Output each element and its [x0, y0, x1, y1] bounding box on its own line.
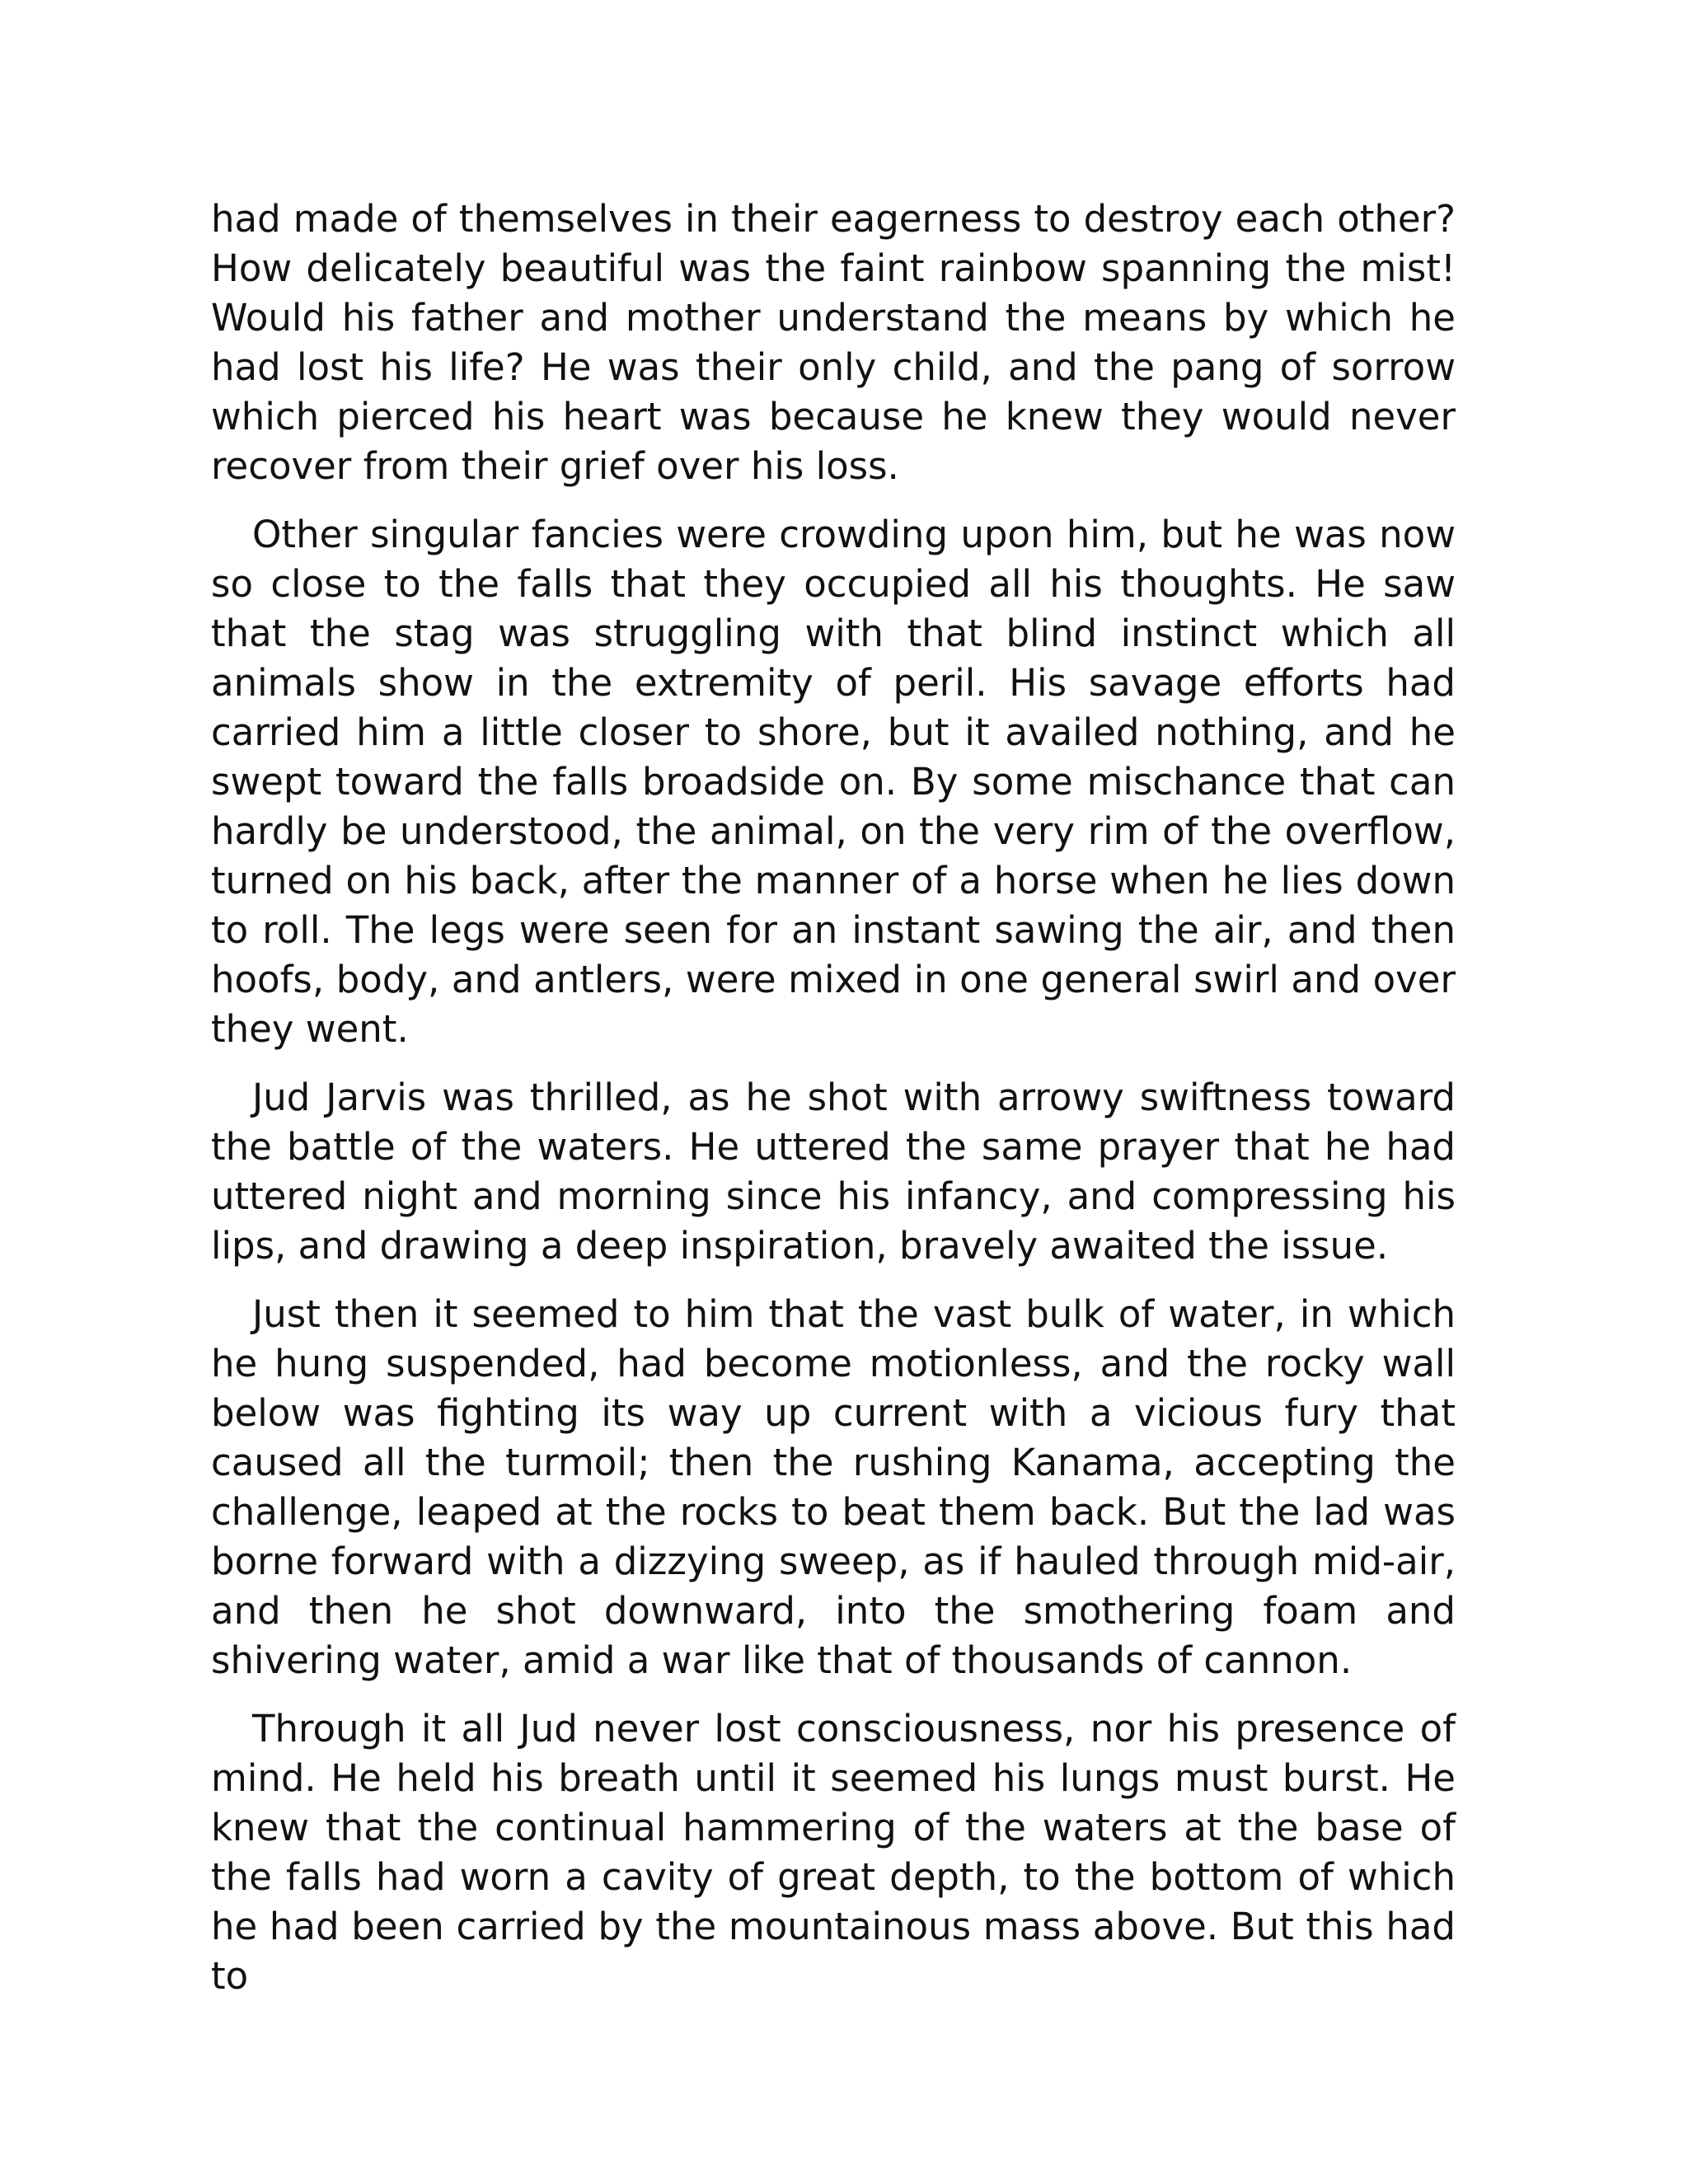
paragraph-3: Jud Jarvis was thrilled, as he shot with arrowy swiftness toward the battle of the waters. He uttered the same prayer that he had uttered night and morning since his infancy, and compressing his lips, and drawing a deep inspiration, bravely awaited the issue. [211, 1076, 1456, 1268]
paragraph-5: Through it all Jud never lost consciousness, nor his presence of mind. He held his breath until it seemed his lungs must burst. He knew that the continual hammering of the waters at the base of the falls had worn a cavity of great depth, to the bottom of which he had been carried by the mountainous mass above. But this had to [211, 1707, 1456, 1998]
body-text [211, 194, 1456, 2020]
paragraph-4: Just then it seemed to him that the vast bulk of water, in which he hung suspended, had become motionless, and the rocky wall below was fighting its way up current with a vicious fury that caused all the turmoil; then the rushing Kanama, accepting the challenge, leaped at the rocks to beat them back. But the lad was borne forward with a dizzying sweep, as if hauled through mid-air, and then he shot downward, into the smothering foam and shivering water, amid a war like that of thousands of cannon. [211, 1292, 1456, 1682]
paragraph-1: had made of themselves in their eagerness to destroy each other? How delicately beautiful was the faint rainbow spanning the mist! Would his father and mother understand the means by which he had lost his life? He was their only child, and the pang of sorrow which pierced his heart was because he knew they would never recover from their grief over his loss. [211, 197, 1456, 488]
paragraph-2: Other singular fancies were crowding upon him, but he was now so close to the falls that they occupied all his thoughts. He saw that the stag was struggling with that blind instinct which all animals show in the extremity of peril. His savage efforts had carried him a little closer to shore, but it availed nothing, and he swept toward the falls broadside on. By some mischance that can hardly be understood, the animal, on the very rim of the overflow, turned on his back, after the manner of a horse when he lies down to roll. The legs were seen for an instant sawing the air, and then hoofs, body, and antlers, were mixed in one general swirl and over they went. [211, 513, 1456, 1051]
